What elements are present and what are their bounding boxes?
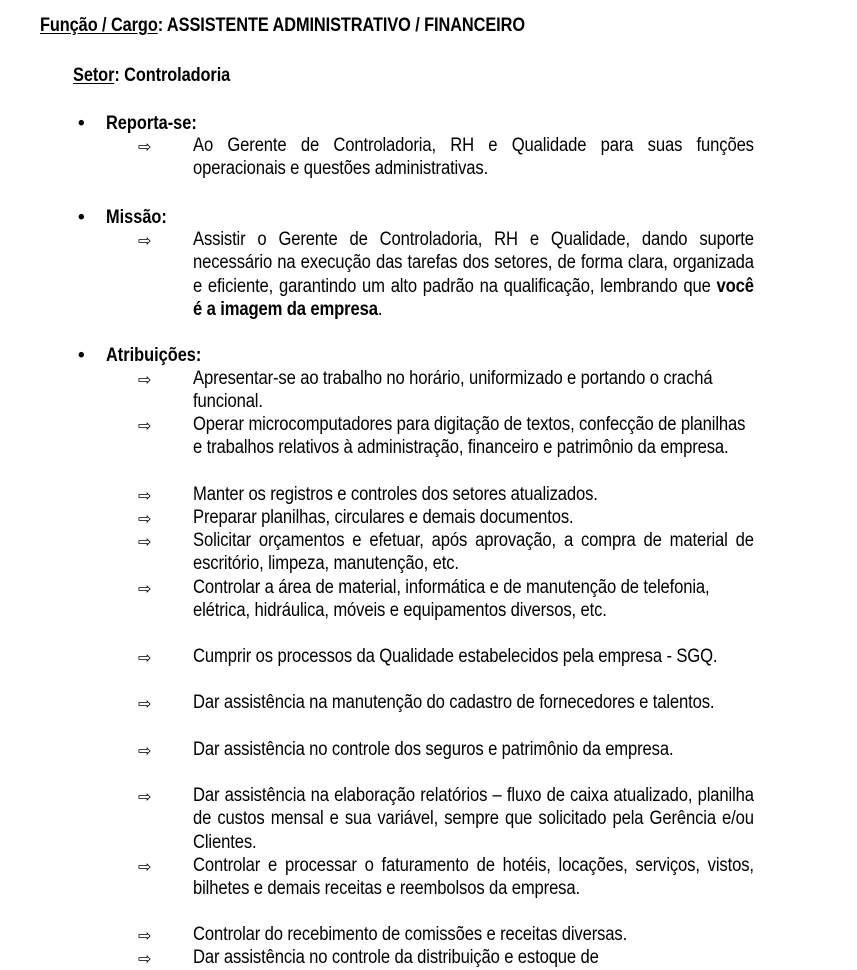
list-item-text: Cumprir os processos da Qualidade estabelecidos pela empresa - SGQ. [193, 646, 718, 667]
setor-value: Controladoria [124, 65, 231, 86]
setor-label: Setor [73, 65, 115, 86]
bullet-icon: • [78, 113, 85, 134]
setor-heading [73, 64, 230, 87]
arrow-right-icon: ⇨ [138, 509, 152, 528]
setor-separator: : [114, 65, 125, 86]
list-item-text: Ao Gerente de Controladoria, RH e Qualidade para suas funções operacionais e questões administrativas. [193, 135, 754, 180]
arrow-right-icon: ⇨ [138, 579, 152, 598]
list-item-text: Dar assistência no controle dos seguros e patrimônio da empresa. [193, 739, 674, 760]
list-item-text: Apresentar-se ao trabalho no horário, uniformizado e portando o crachá funcional. [193, 368, 713, 413]
list-item [138, 923, 754, 946]
section-title-missao: Missão: [106, 207, 167, 228]
list-item [138, 413, 754, 460]
arrow-right-icon: ⇨ [138, 486, 152, 505]
arrow-right-icon: ⇨ [138, 694, 152, 713]
arrow-right-icon: ⇨ [138, 416, 152, 435]
arrow-right-icon: ⇨ [138, 741, 152, 760]
arrow-right-icon: ⇨ [138, 370, 152, 389]
funcao-cargo-label: Função / Cargo [40, 15, 158, 36]
bullet-icon: • [78, 345, 85, 366]
funcao-cargo-value: ASSISTENTE ADMINISTRATIVO / FINANCEIRO [166, 15, 525, 36]
section-heading-missao [78, 206, 177, 229]
list-item [138, 645, 754, 668]
list-item [138, 228, 754, 321]
arrow-right-icon: ⇨ [138, 648, 152, 667]
list-item [138, 506, 754, 529]
list-item [138, 529, 754, 576]
list-item [138, 483, 754, 506]
list-item-text [193, 228, 754, 321]
list-item [138, 784, 754, 854]
list-item-text: Controlar a área de material, informática e de manutenção de telefonia, elétrica, hidráulica, móveis e equipamentos diversos, etc. [193, 577, 710, 622]
section-title-atribuicoes: Atribuições: [106, 345, 202, 366]
funcao-cargo-heading [40, 14, 525, 37]
arrow-right-icon: ⇨ [138, 137, 152, 156]
list-item-text: Manter os registros e controles dos setores atualizados. [193, 484, 598, 505]
missao-text-suffix: . [377, 298, 383, 320]
arrow-right-icon: ⇨ [138, 949, 152, 968]
list-item [138, 134, 754, 181]
arrow-right-icon: ⇨ [138, 857, 152, 876]
list-item [138, 367, 754, 414]
funcao-cargo-separator: : [157, 15, 167, 36]
missao-text-emphasis: você é a imagem da empresa [193, 275, 754, 320]
arrow-right-icon: ⇨ [138, 231, 152, 250]
list-item-text: Controlar e processar o faturamento de hotéis, locações, serviços, vistos, bilhetes e demais receitas e reembolsos da empresa. [193, 855, 754, 900]
arrow-right-icon: ⇨ [138, 787, 152, 806]
list-item-text: Dar assistência na elaboração relatórios – fluxo de caixa atualizado, planilha de custos mensal e sua variável, sempre que solicitado pela Gerência e/ou Clientes. [193, 785, 754, 853]
list-item-text: Dar assistência na manutenção do cadastro de fornecedores e talentos. [193, 692, 715, 713]
list-item [138, 576, 754, 623]
list-item [138, 946, 754, 969]
arrow-right-icon: ⇨ [138, 926, 152, 945]
list-item [138, 738, 754, 761]
list-item [138, 691, 754, 714]
list-item-text: Operar microcomputadores para digitação de textos, confecção de planilhas e trabalhos relativos à administração, financeiro e patrimônio da empresa. [193, 414, 746, 459]
section-title-reporta-se: Reporta-se: [106, 113, 197, 134]
list-item-text: Dar assistência no controle da distribuição e estoque de [193, 947, 599, 968]
missao-text-prefix: Assistir o Gerente de Controladoria, RH e Qualidade, dando suporte necessário na execução das tarefas dos setores, de forma clara, organizada e eficiente, garantindo um alto padrão na qualificação, lembrando que [193, 229, 754, 297]
list-item-text: Preparar planilhas, circulares e demais documentos. [193, 507, 574, 528]
section-heading-atribuicoes [78, 344, 217, 367]
list-item-text: Controlar do recebimento de comissões e receitas diversas. [193, 924, 628, 945]
list-item-text: Solicitar orçamentos e efetuar, após aprovação, a compra de material de escritório, limpeza, manutenção, etc. [193, 530, 754, 575]
section-heading-reporta-se [78, 112, 212, 135]
arrow-right-icon: ⇨ [138, 532, 152, 551]
bullet-icon: • [78, 207, 85, 228]
list-item [138, 854, 754, 901]
